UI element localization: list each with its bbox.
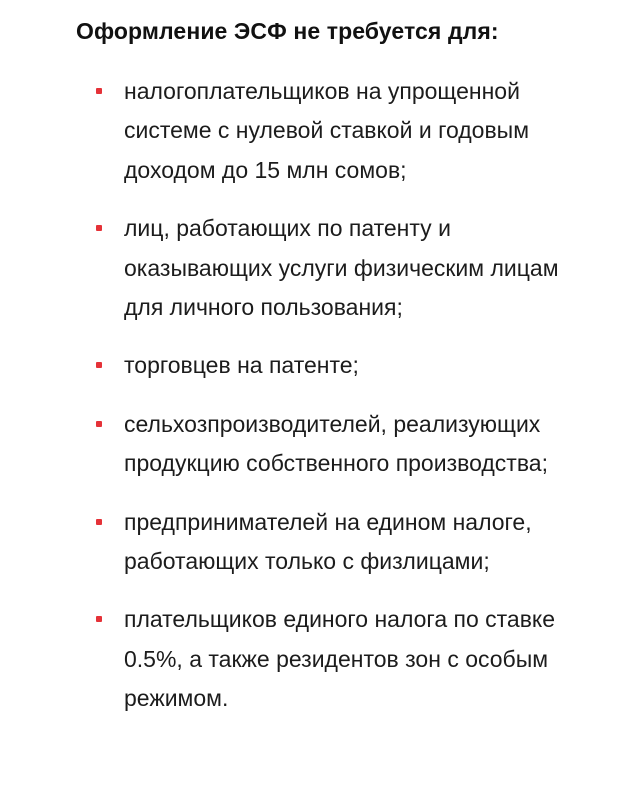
section-heading: Оформление ЭСФ не требуется для: bbox=[76, 18, 499, 44]
list-item-text: торговцев на патенте; bbox=[124, 352, 359, 379]
list-item-text: сельхозпроизводителей, реализующих продукцию собственного производства; bbox=[124, 410, 548, 477]
bullet-marker bbox=[96, 421, 102, 427]
list-item bbox=[0, 405, 640, 484]
bullet-marker bbox=[96, 362, 102, 368]
bullet-marker bbox=[96, 616, 102, 622]
list-item-text: предпринимателей на едином налоге, работающих только с физлицами; bbox=[124, 508, 532, 575]
list-item-text: налогоплательщиков на упрощенной системе с нулевой ставкой и годовым доходом до 15 млн сомов; bbox=[124, 78, 530, 183]
list-item bbox=[0, 600, 640, 718]
list-item bbox=[0, 209, 640, 327]
list-item-text: плательщиков единого налога по ставке 0.5%, а также резидентов зон с особым режимом. bbox=[124, 606, 556, 712]
list-item bbox=[0, 503, 640, 582]
exemption-list bbox=[0, 72, 640, 738]
list-item-text: лиц, работающих по патенту и оказывающих услуги физическим лицам для личного пользования; bbox=[124, 215, 559, 321]
bullet-marker bbox=[96, 88, 102, 94]
bullet-marker bbox=[96, 519, 102, 525]
bullet-marker bbox=[96, 225, 102, 231]
list-item bbox=[0, 346, 640, 385]
list-item bbox=[0, 72, 640, 190]
